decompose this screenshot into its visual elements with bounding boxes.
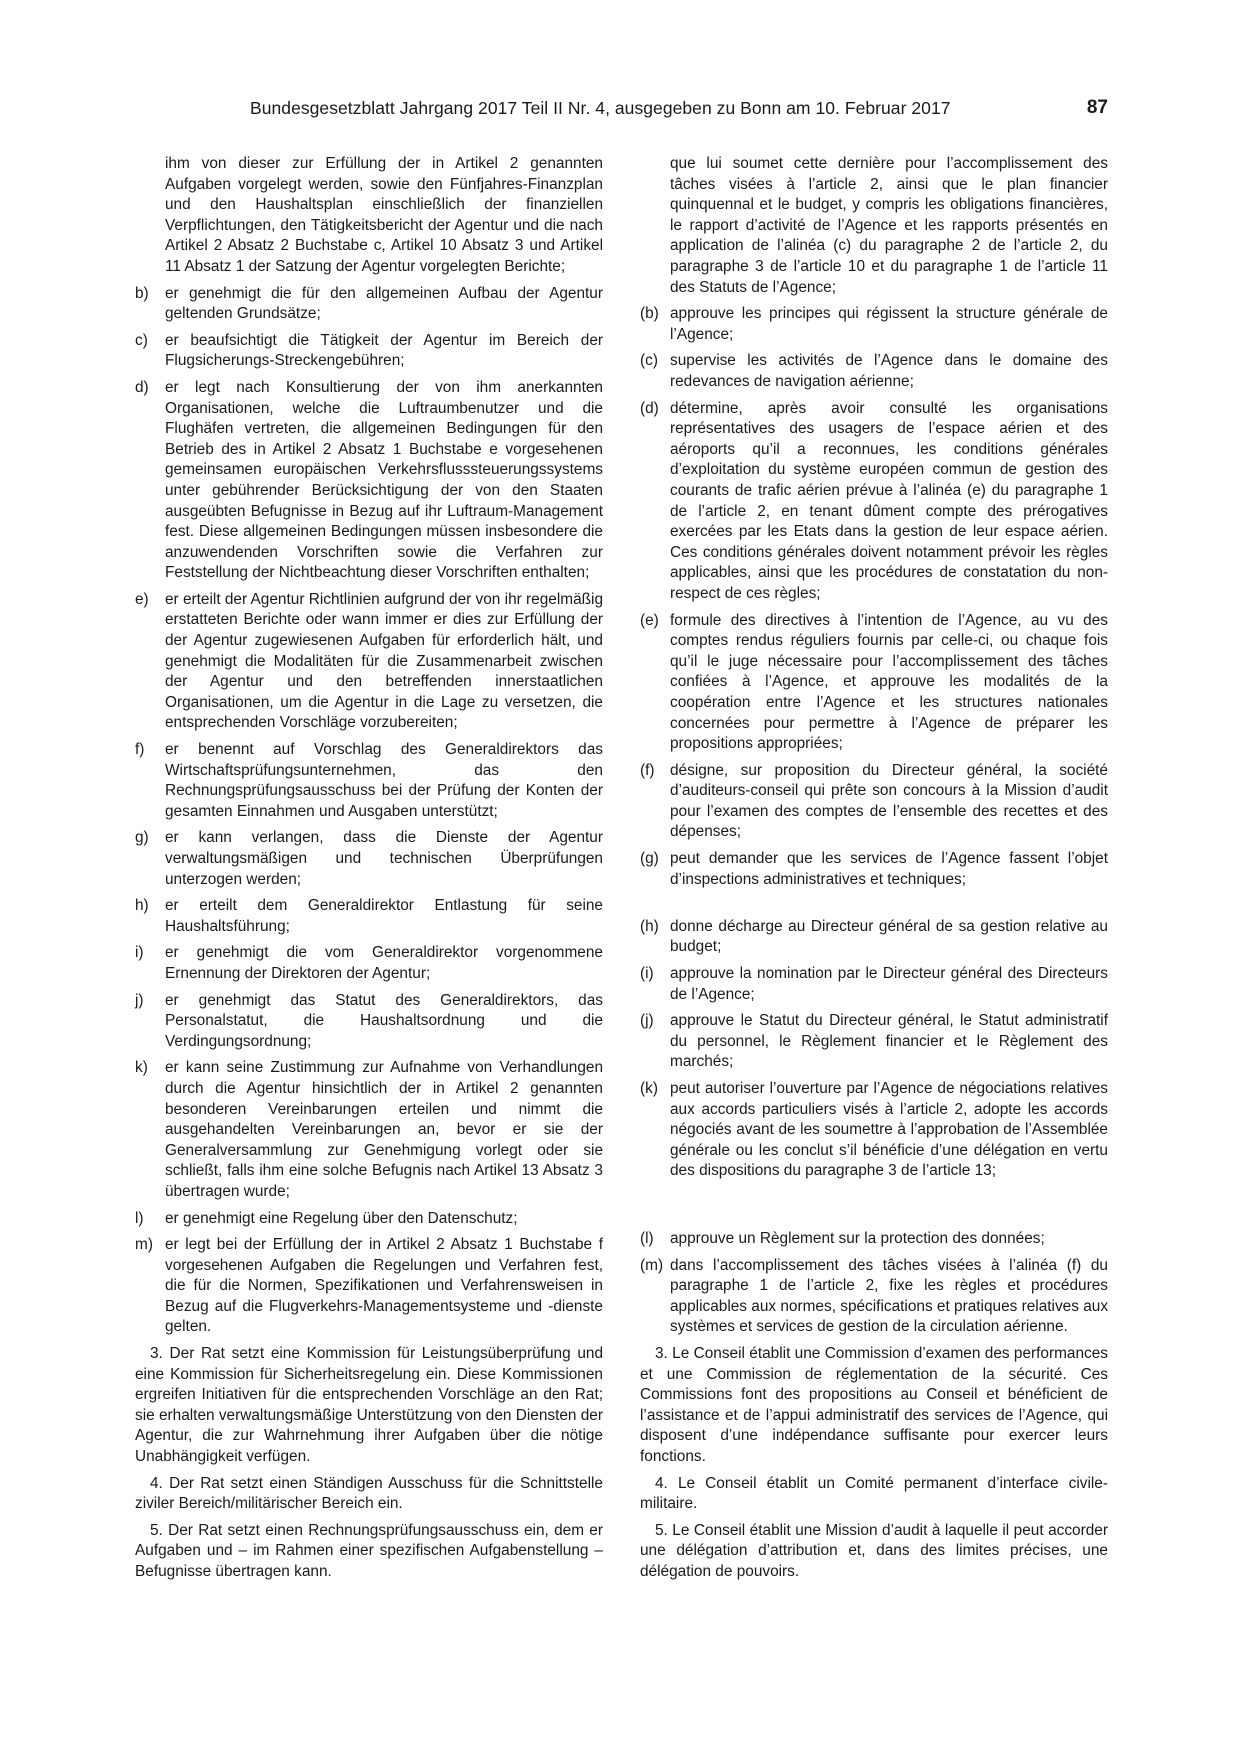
continuation-text: que lui soumet cette dernière pour l’accomplissement des tâches visées à l’article 2, ainsi que le plan financier quinquennal et le budget, y compris les obligations financières, le rapport d’activité de l’Agence et les rapports présentés en application de l’alinéa (c) du paragraphe 2 de l’article 2, du paragraphe 3 de l’article 10 et du paragraphe 1 de l’article 11 des Statuts de l’Agence;: [670, 155, 1108, 296]
paragraph: 3. Le Conseil établit une Commission d’examen des performances et une Commission de réglementation de la sécurité. Ces Commissions font des propositions au Conseil et bénéficient de l’assistance et de l’appui administratif des services de l’Agence, qui disposent d’une indépendance suffisante pour exercer leurs fonctions.: [640, 1344, 1108, 1465]
item-text: peut autoriser l’ouverture par l’Agence de négociations relatives aux accords particuliers visés à l’article 2, adopte les accords négociés avant de les soumettre à l’approbation de l’Assemblée générale ou les conclut s’il bénéficie d’une délégation en vertu des dispositions du paragraphe 3 de l’article 13;: [670, 1080, 1108, 1180]
list-item: [640, 1229, 1108, 1250]
paragraph: 4. Le Conseil établit un Comité permanent d’interface civile-militaire.: [640, 1474, 1108, 1513]
list-item: [135, 740, 603, 822]
list-item: [640, 1079, 1108, 1223]
list-item: [135, 991, 603, 1053]
paragraph: 5. Le Conseil établit une Mission d’audit à laquelle il peut accorder une délégation d’attribution et, dans des limites précises, une délégation de pouvoirs.: [640, 1521, 1108, 1580]
item-label: (i): [640, 965, 654, 983]
page-number: 87: [1086, 97, 1108, 118]
item-text: er erteilt dem Generaldirektor Entlastung für seine Haushaltsführung;: [165, 897, 603, 935]
french-column: [640, 154, 1108, 1583]
list-item: [135, 1209, 603, 1230]
list-item: [135, 1235, 603, 1338]
item-label: j): [135, 991, 144, 1009]
paragraph: 4. Der Rat setzt einen Ständigen Ausschuss für die Schnittstelle ziviler Bereich/militärischer Bereich ein.: [135, 1474, 603, 1513]
paragraph: 3. Der Rat setzt eine Kommission für Leistungsüberprüfung und eine Kommission für Sicherheitsregelung ein. Diese Kommissionen ergreifen Initiativen für die entsprechenden Vorschläge an den Rat; sie erhalten verwaltungsmäßige Unterstützung von den Diensten der Agentur, die zur Wahrnehmung ihrer Aufgaben über die nötige Unabhängigkeit verfügen.: [135, 1345, 603, 1466]
item-text: er legt bei der Erfüllung der in Artikel 2 Absatz 1 Buchstabe f vorgesehenen Aufgaben die Regelungen und Verfahren fest, die für die Normen, Spezifikationen und Verfahrensweisen in Bezug auf die Flugverkehrs-Managementsysteme und -dienste gelten.: [165, 1236, 603, 1336]
item-text: er beaufsichtigt die Tätigkeit der Agentur im Bereich der Flugsicherungs-Streckengebühren;: [165, 331, 603, 370]
list-item: [135, 378, 603, 584]
list-item: [640, 849, 1108, 911]
list-item: [135, 590, 603, 734]
item-label: c): [135, 331, 148, 349]
item-text: er kann seine Zustimmung zur Aufnahme von Verhandlungen durch die Agentur hinsichtlich der in Artikel 2 genannten besonderen Vereinbarungen erteilen und nimmt die ausgehandelten Vereinbarungen an, bevor er sie der Generalversammlung zur Genehmigung vorlegt oder sie schließt, falls ihm eine solche Befugnis nach Artikel 13 Absatz 3 übertragen wurde;: [165, 1059, 603, 1200]
item-text: er genehmigt die vom Generaldirektor vorgenommene Ernennung der Direktoren der Agentur;: [165, 944, 603, 982]
item-text: er erteilt der Agentur Richtlinien aufgrund der von ihr regelmäßig erstatteten Berichte oder wann immer er dies zur Erfüllung der der Agentur zugewiesenen Aufgaben für erforderlich hält, und genehmigt die Modalitäten für die Zusammenarbeit zwischen der Agentur und den betreffenden innerstaatlichen Organisationen, um die Agentur in die Lage zu versetzen, die entsprechenden Vorschläge vorzubereiten;: [165, 590, 604, 732]
list-item: [135, 896, 603, 937]
list-item: [640, 917, 1108, 958]
item-text: approuve un Règlement sur la protection des données;: [670, 1230, 1045, 1248]
item-text: approuve les principes qui régissent la structure générale de l’Agence;: [670, 305, 1108, 343]
item-text: donne décharge au Directeur général de sa gestion relative au budget;: [670, 917, 1108, 956]
item-text: er benennt auf Vorschlag des Generaldirektors das Wirtschaftsprüfungsunternehmen, das den Rechnungsprüfungsausschuss bei der Prüfung der Konten der gesamten Einnahmen und Ausgaben unterstützt;: [165, 741, 603, 820]
item-label: (f): [640, 761, 655, 779]
running-header: [250, 98, 1108, 124]
item-text: supervise les activités de l’Agence dans le domaine des redevances de navigation aérienne;: [670, 352, 1108, 390]
list-item: [640, 761, 1108, 843]
item-text: er genehmigt das Statut des Generaldirektors, das Personalstatut, die Haushaltsordnung und die Verdingungsordnung;: [165, 991, 603, 1050]
item-label: h): [135, 897, 149, 915]
list-item: [135, 943, 603, 984]
german-column: [135, 154, 603, 1583]
item-label: e): [135, 590, 149, 608]
item-label: (k): [640, 1080, 658, 1098]
item-label: k): [135, 1059, 148, 1077]
header-title: Bundesgesetzblatt Jahrgang 2017 Teil II Nr. 4, ausgegeben zu Bonn am 10. Februar 2017: [250, 98, 951, 118]
list-item: [135, 331, 603, 372]
item-label: (d): [640, 399, 659, 417]
item-text: er genehmigt eine Regelung über den Datenschutz;: [165, 1209, 518, 1227]
continuation-text: ihm von dieser zur Erfüllung der in Artikel 2 genannten Aufgaben vorgelegt werden, sowie den Fünfjahres-Finanzplan und den Haushaltsplan einschließlich der finanziellen Verpflichtungen, den Tätigkeitsbericht der Agentur und die nach Artikel 2 Absatz 2 Buchstabe c, Artikel 10 Absatz 3 und Artikel 11 Absatz 1 der Satzung der Agentur vorgelegten Berichte;: [165, 155, 603, 275]
item-label: f): [135, 741, 145, 759]
item-label: b): [135, 284, 149, 302]
item-text: approuve la nomination par le Directeur général des Directeurs de l’Agence;: [670, 965, 1108, 1003]
item-label: (l): [640, 1230, 654, 1248]
list-item: [135, 828, 603, 890]
list-item: [135, 1058, 603, 1202]
item-text: er legt nach Konsultierung der von ihm anerkannten Organisationen, welche die Luftraumbenutzer und die Flughäfen vertreten, die allgemeinen Bedingungen für den Betrieb des in Artikel 2 Absatz 1 Buchstabe e vorgesehenen gemeinsamen europäischen Verkehrsflusssteuerungssystems unter gebührender Berücksichtigung der von den Staaten ausgeübten Befugnisse in Bezug auf ihr Luftraum-Management fest. Diese allgemeinen Bedingungen müssen insbesondere die anzuwendenden Vorschriften sowie die Verfahren zur Feststellung der Nichtbeachtung dieser Vorschriften enthalten;: [165, 378, 603, 582]
item-text: désigne, sur proposition du Directeur général, la société d’auditeurs-conseil qui prête son concours à la Mission d’audit pour l’examen des comptes de l’ensemble des recettes et des dépenses;: [670, 761, 1108, 841]
item-label: d): [135, 378, 149, 396]
item-label: l): [135, 1209, 144, 1227]
list-item: [640, 304, 1108, 345]
item-text: détermine, après avoir consulté les organisations représentatives des usagers de l’espace aérien et des aéroports qu’il a reconnues, les conditions générales d’exploitation du système européen commun de gestion des courants de trafic aérien prévue à l’alinéa (e) du paragraphe 1 de l’article 2, en tenant dûment compte des prérogatives exercées par les Etats dans la gestion de leur espace aérien. Ces conditions générales doivent notamment prévoir les règles applicables, ainsi que les procédures de constatation du non-respect de ces règles;: [670, 399, 1108, 602]
item-label: (h): [640, 917, 659, 935]
item-text: formule des directives à l’intention de l’Agence, au vu des comptes rendus réguliers fournis par celle-ci, ou chaque fois qu’il le juge nécessaire pour l’accomplissement des tâches confiées à l’Agence, et approuve les modalités de la coopération entre l’Agence et les structures nationales concernées pour permettre à l’Agence de préparer les propositions appropriées;: [670, 611, 1108, 753]
list-item: [640, 1256, 1108, 1338]
item-label: (g): [640, 850, 659, 868]
list-item: [640, 1011, 1108, 1073]
item-label: (j): [640, 1012, 654, 1030]
item-label: i): [135, 944, 144, 962]
item-text: er kann verlangen, dass die Dienste der Agentur verwaltungsmäßigen und technischen Überprüfungen unterzogen werden;: [165, 829, 603, 888]
item-label: g): [135, 829, 149, 847]
list-item: [640, 611, 1108, 755]
item-label: m): [135, 1236, 153, 1254]
item-label: (m): [640, 1256, 664, 1274]
paragraph: 5. Der Rat setzt einen Rechnungsprüfungsausschuss ein, dem er Aufgaben und – im Rahmen einer spezifischen Aufgabenstellung – Befugnisse übertragen kann.: [135, 1521, 603, 1580]
item-label: (c): [640, 352, 658, 370]
item-text: approuve le Statut du Directeur général, le Statut administratif du personnel, le Règlement financier et le Règlement des marchés;: [670, 1012, 1108, 1071]
item-text: er genehmigt die für den allgemeinen Aufbau der Agentur geltenden Grundsätze;: [165, 284, 603, 323]
list-item: [135, 284, 603, 325]
list-item: [640, 351, 1108, 392]
item-label: (b): [640, 305, 659, 323]
list-item: [640, 399, 1108, 605]
list-item: [640, 964, 1108, 1005]
item-text: dans l’accomplissement des tâches visées à l’alinéa (f) du paragraphe 1 de l’article 2, fixe les règles et procédures applicables aux normes, spécifications et pratiques relatives aux systèmes et services de gestion de la circulation aérienne.: [670, 1256, 1109, 1336]
item-text: peut demander que les services de l’Agence fassent l’objet d’inspections administratives et techniques;: [670, 850, 1108, 888]
item-label: (e): [640, 611, 659, 629]
